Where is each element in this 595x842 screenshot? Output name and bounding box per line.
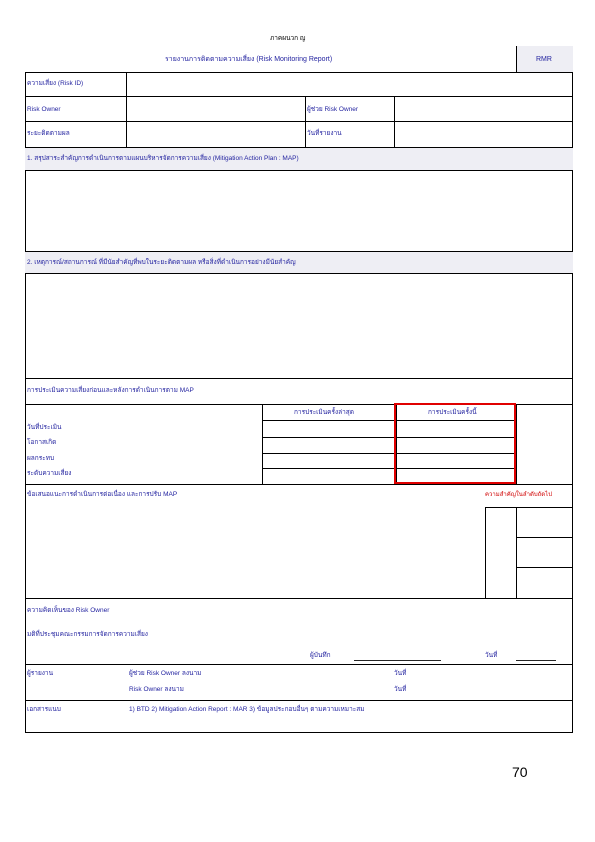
attachments-text: 1) BTD 2) Mitigation Action Report : MAR 3) ข้อมูลประกอบอื่นๆ ตามความเหมาะสม [129, 706, 365, 713]
risk-owner-field[interactable] [127, 97, 305, 121]
suggestion-content-area[interactable] [26, 505, 484, 598]
row-impact: ผลกระทบ [27, 455, 55, 462]
section2-content-area[interactable] [26, 274, 572, 378]
risk-id-label: ความเสี่ยง (Risk ID) [27, 80, 84, 87]
row-likelihood: โอกาสเกิด [27, 439, 57, 446]
report-title: รายงานการติดตามความเสี่ยง (Risk Monitoring Report) [165, 56, 333, 63]
form-code: RMR [536, 56, 552, 63]
appendix-label: ภาคผนวก ญ [270, 35, 306, 42]
col-current-header: การประเมินครั้งนี้ [428, 409, 477, 416]
section1-content-area[interactable] [26, 171, 572, 251]
col-latest-header: การประเมินครั้งล่าสุด [294, 409, 354, 416]
assistant-owner-field[interactable] [395, 97, 573, 121]
row-assess-date: วันที่ประเมิน [27, 424, 62, 431]
committee-resolution-label: มติที่ประชุมคณะกรรมการจัดการความเสี่ยง [27, 631, 148, 638]
report-date-field[interactable] [395, 122, 573, 146]
period-label: ระยะติดตามผล [27, 130, 70, 137]
assistant-sign-label: ผู้ช่วย Risk Owner ลงนาม [129, 670, 202, 677]
recorder-date-label: วันที่ [485, 652, 498, 659]
suggestion-heading: ข้อเสนอแนะการดำเนินการต่อเนื่อง และการปรับ MAP [27, 491, 178, 498]
sign-date2-label: วันที่ [394, 686, 407, 693]
section1-title: 1. สรุปสาระสำคัญการดำเนินการตามแผนบริหารจัดการความเสี่ยง (Mitigation Action Plan : MAP) [27, 155, 299, 162]
reporter-label: ผู้รายงาน [27, 670, 54, 677]
owner-sign-label: Risk Owner ลงนาม [129, 686, 184, 693]
risk-id-field[interactable] [127, 73, 573, 96]
report-date-label: วันที่รายงาน [307, 130, 342, 137]
attachments-label: เอกสารแนบ [27, 706, 61, 713]
owner-opinion-label: ความคิดเห็นของ Risk Owner [27, 607, 110, 614]
priority-flag: ความสำคัญในลำดับถัดไป [485, 492, 553, 498]
recorder-label: ผู้บันทึก [310, 652, 331, 659]
page-number: 70 [512, 764, 528, 780]
period-field[interactable] [127, 122, 305, 146]
row-risk-level: ระดับความเสี่ยง [27, 470, 72, 477]
risk-owner-label: Risk Owner [27, 106, 61, 113]
current-assessment-highlight [394, 403, 516, 484]
sign-date1-label: วันที่ [394, 670, 407, 677]
assistant-owner-label: ผู้ช่วย Risk Owner [307, 106, 359, 113]
assessment-heading: การประเมินความเสี่ยงก่อนและหลังการดำเนินการตาม MAP [27, 387, 194, 394]
recorder-date-line[interactable] [516, 660, 556, 661]
section2-title: 2. เหตุการณ์/สถานการณ์ ที่มีนัยสำคัญที่พบในระยะติดตามผล หรือสิ่งที่ดำเนินการอย่างมีนัยสำคัญ [27, 259, 296, 266]
recorder-sign-line[interactable] [354, 660, 441, 661]
